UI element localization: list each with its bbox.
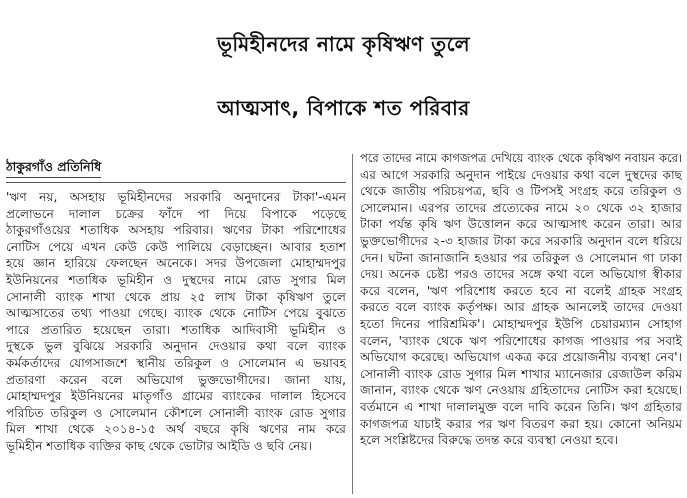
left-column-text-line: ভূমিহীন শতাধিক ব্যক্তির কাছ থেকে ভোটার আইডি ও ছবি নেয়। [6,438,312,453]
right-column-text-line: সোনালী ব্যাংক রোড সুগার মিল শাখার ম্যানেজার রেজাউল করিম [360,366,682,381]
left-column-text-line: পরিচিত তরিকুল ও সোলেমান কৌশলে সোনালী ব্যাংক রোড সুগার [6,405,346,420]
left-column-text-line: মোহাম্মদপুর ইউনিয়নের মাতৃগাঁও গ্রামের ব্যাংকের দালাল হিসেবে [6,389,346,404]
right-column-text-line: অভিযোগ করেছে। অভিযোগ একত্র করে প্রয়োজনীয় ব্যবস্থা নেব'। [360,350,682,365]
headline-line-1: ভূমিহীনদের নামে কৃষিঋণ তুলে [216,32,471,56]
right-column-text-line: পরে তাদের নামে কাগজপত্র দেখিয়ে ব্যাংক থেকে কৃষিঋণ নবায়ন করে। [360,151,682,165]
left-column-text-line: সোনালী ব্যাংক শাখা থেকে প্রায় ২৫ লাখ টাকা কৃষিঋণ তুলে [6,289,346,304]
left-column-text-line: ইউনিয়নের শতাধিক ভূমিহীন ও দুস্থদের নামে রোড সুগার মিল [6,272,346,287]
right-column-text-line: দেন। ঘটনা জানাজানি হওয়ার পর তরিকুল ও সোলেমান গা ঢাকা [360,250,682,265]
left-column-text-line: দুস্থকে ভুল বুঝিয়ে সরকারি অনুদান দেওয়ার কথা বলে ব্যাংক [6,339,346,354]
byline-rule [6,182,346,183]
left-column-text-line: ঠাকুরগাঁওয়ের শতাধিক অসহায় পরিবার। ঋণের টাকা পরিশোধের [6,223,346,238]
right-column-text-line: হতো দিনের পারিশ্রমিক'। মোহাম্মদপুর ইউপি চেয়ারম্যান সোহাগ [360,316,682,331]
left-column-text-line: মিল শাখা থেকে ২০১৪-১৫ অর্থ বছরে কৃষি ঋণের নাম করে [6,422,346,437]
left-column-text-line: নোটিস পেয়ে এখন কেউ কেউ পালিয়ে বেড়াচ্ছেন। আবার হতাশ [6,239,346,254]
right-column-text-line: বলেন, 'ব্যাংক থেকে ঋণ পরিশোধের কাগজ পাওয়ার পর সবাই [360,333,682,348]
left-column-text-line: 'ঋণ নয়, অসহায় ভূমিহীনদের সরকারি অনুদানের টাকা'-এমন [6,190,346,204]
right-column-text-line: কাগজপত্র যাচাই করার পর ঋণ বিতরণ করা হয়। কোনো অনিয়ম [360,416,682,431]
right-column-text-line: টাকা পর্যন্ত কৃষি ঋণ উত্তোলন করে আত্মসাৎ করেন তারা। আর [360,217,682,232]
article-column-left [6,150,346,498]
byline: ঠাকুরগাঁও প্রতিনিধি [6,158,101,178]
article-body-right [360,150,682,449]
right-column-text-line: করে বলেন, 'ঋণ পরিশোধ করতে হবে না বলেই গ্রাহক সংগ্রহ [360,283,682,298]
right-column-text-line: বর্তমানে এ শাখা দালালমুক্ত বলে দাবি করেন তিনি। ঋণ গ্রহিতার [360,399,682,414]
headline [0,0,687,150]
right-column-text-line: সোলেমান। এরপর তাদের প্রত্যেকের নামে ২০ থেকে ৩২ হাজার [360,200,682,215]
column-divider [352,154,353,494]
right-column-text-line: এর আগে সরকারি অনুদান পাইয়ে দেওয়ার কথা বলে দুস্থদের কাছ [360,167,682,182]
left-column-text-line: কর্মকর্তাদের যোগসাজশে স্থানীয় তরিকুল ও সোলেমান এ ভয়াবহ [6,355,346,370]
right-column-text-line: থেকে জাতীয় পরিচয়পত্র, ছবি ও টিপসই সংগ্রহ করে তরিকুল ও [360,184,682,199]
right-column-text-line: জানান, ব্যাংক থেকে ঋণ নেওয়ায় গ্রহিতাদের নোটিস করা হয়েছে। [360,383,682,398]
right-column-text-line: হলে সংশ্লিষ্টদের বিরুদ্ধে তদন্ত করে ব্যবস্থা নেওয়া হবে। [360,433,619,448]
left-column-text-line: প্রলোভনে দালাল চক্রের ফাঁদে পা দিয়ে বিপাকে পড়েছে [6,206,346,221]
left-column-text-line: আত্মসাতের তথ্য পাওয়া গেছে। ব্যাংক থেকে নোটিস পেয়ে বুঝতে [6,306,346,321]
right-column-text-line: করতে বলে ব্যাংক কর্তৃপক্ষ। আর গ্রাহক আনলেই তাদের দেওয়া [360,300,682,315]
headline-line-2: আত্মসাৎ, বিপাকে শত পরিবার [217,96,470,120]
right-column-text-line: ভুক্তভোগীদের ২-৩ হাজার টাকা করে সরকারি অনুদান বলে ধরিয়ে [360,233,682,248]
right-column-text-line: দেয়। অনেক চেষ্টা পরও তাদের সঙ্গে কথা বলে অভিযোগ স্বীকার [360,267,682,282]
left-column-text-line: হয়ে জ্ঞান হারিয়ে ফেলছেন অনেকে। সদর উপজেলা মোহাম্মদপুর [6,256,346,271]
left-column-text-line: পারে প্রতারিত হয়েছেন তারা। শতাধিক আদিবাসী ভূমিহীন ও [6,322,346,337]
article-column-right [360,150,682,498]
left-column-text-line: প্রতারণা করেন বলে অভিযোগ ভুক্তভোগীদের। জানা যায়, [6,372,346,387]
article-body-left [6,189,346,455]
